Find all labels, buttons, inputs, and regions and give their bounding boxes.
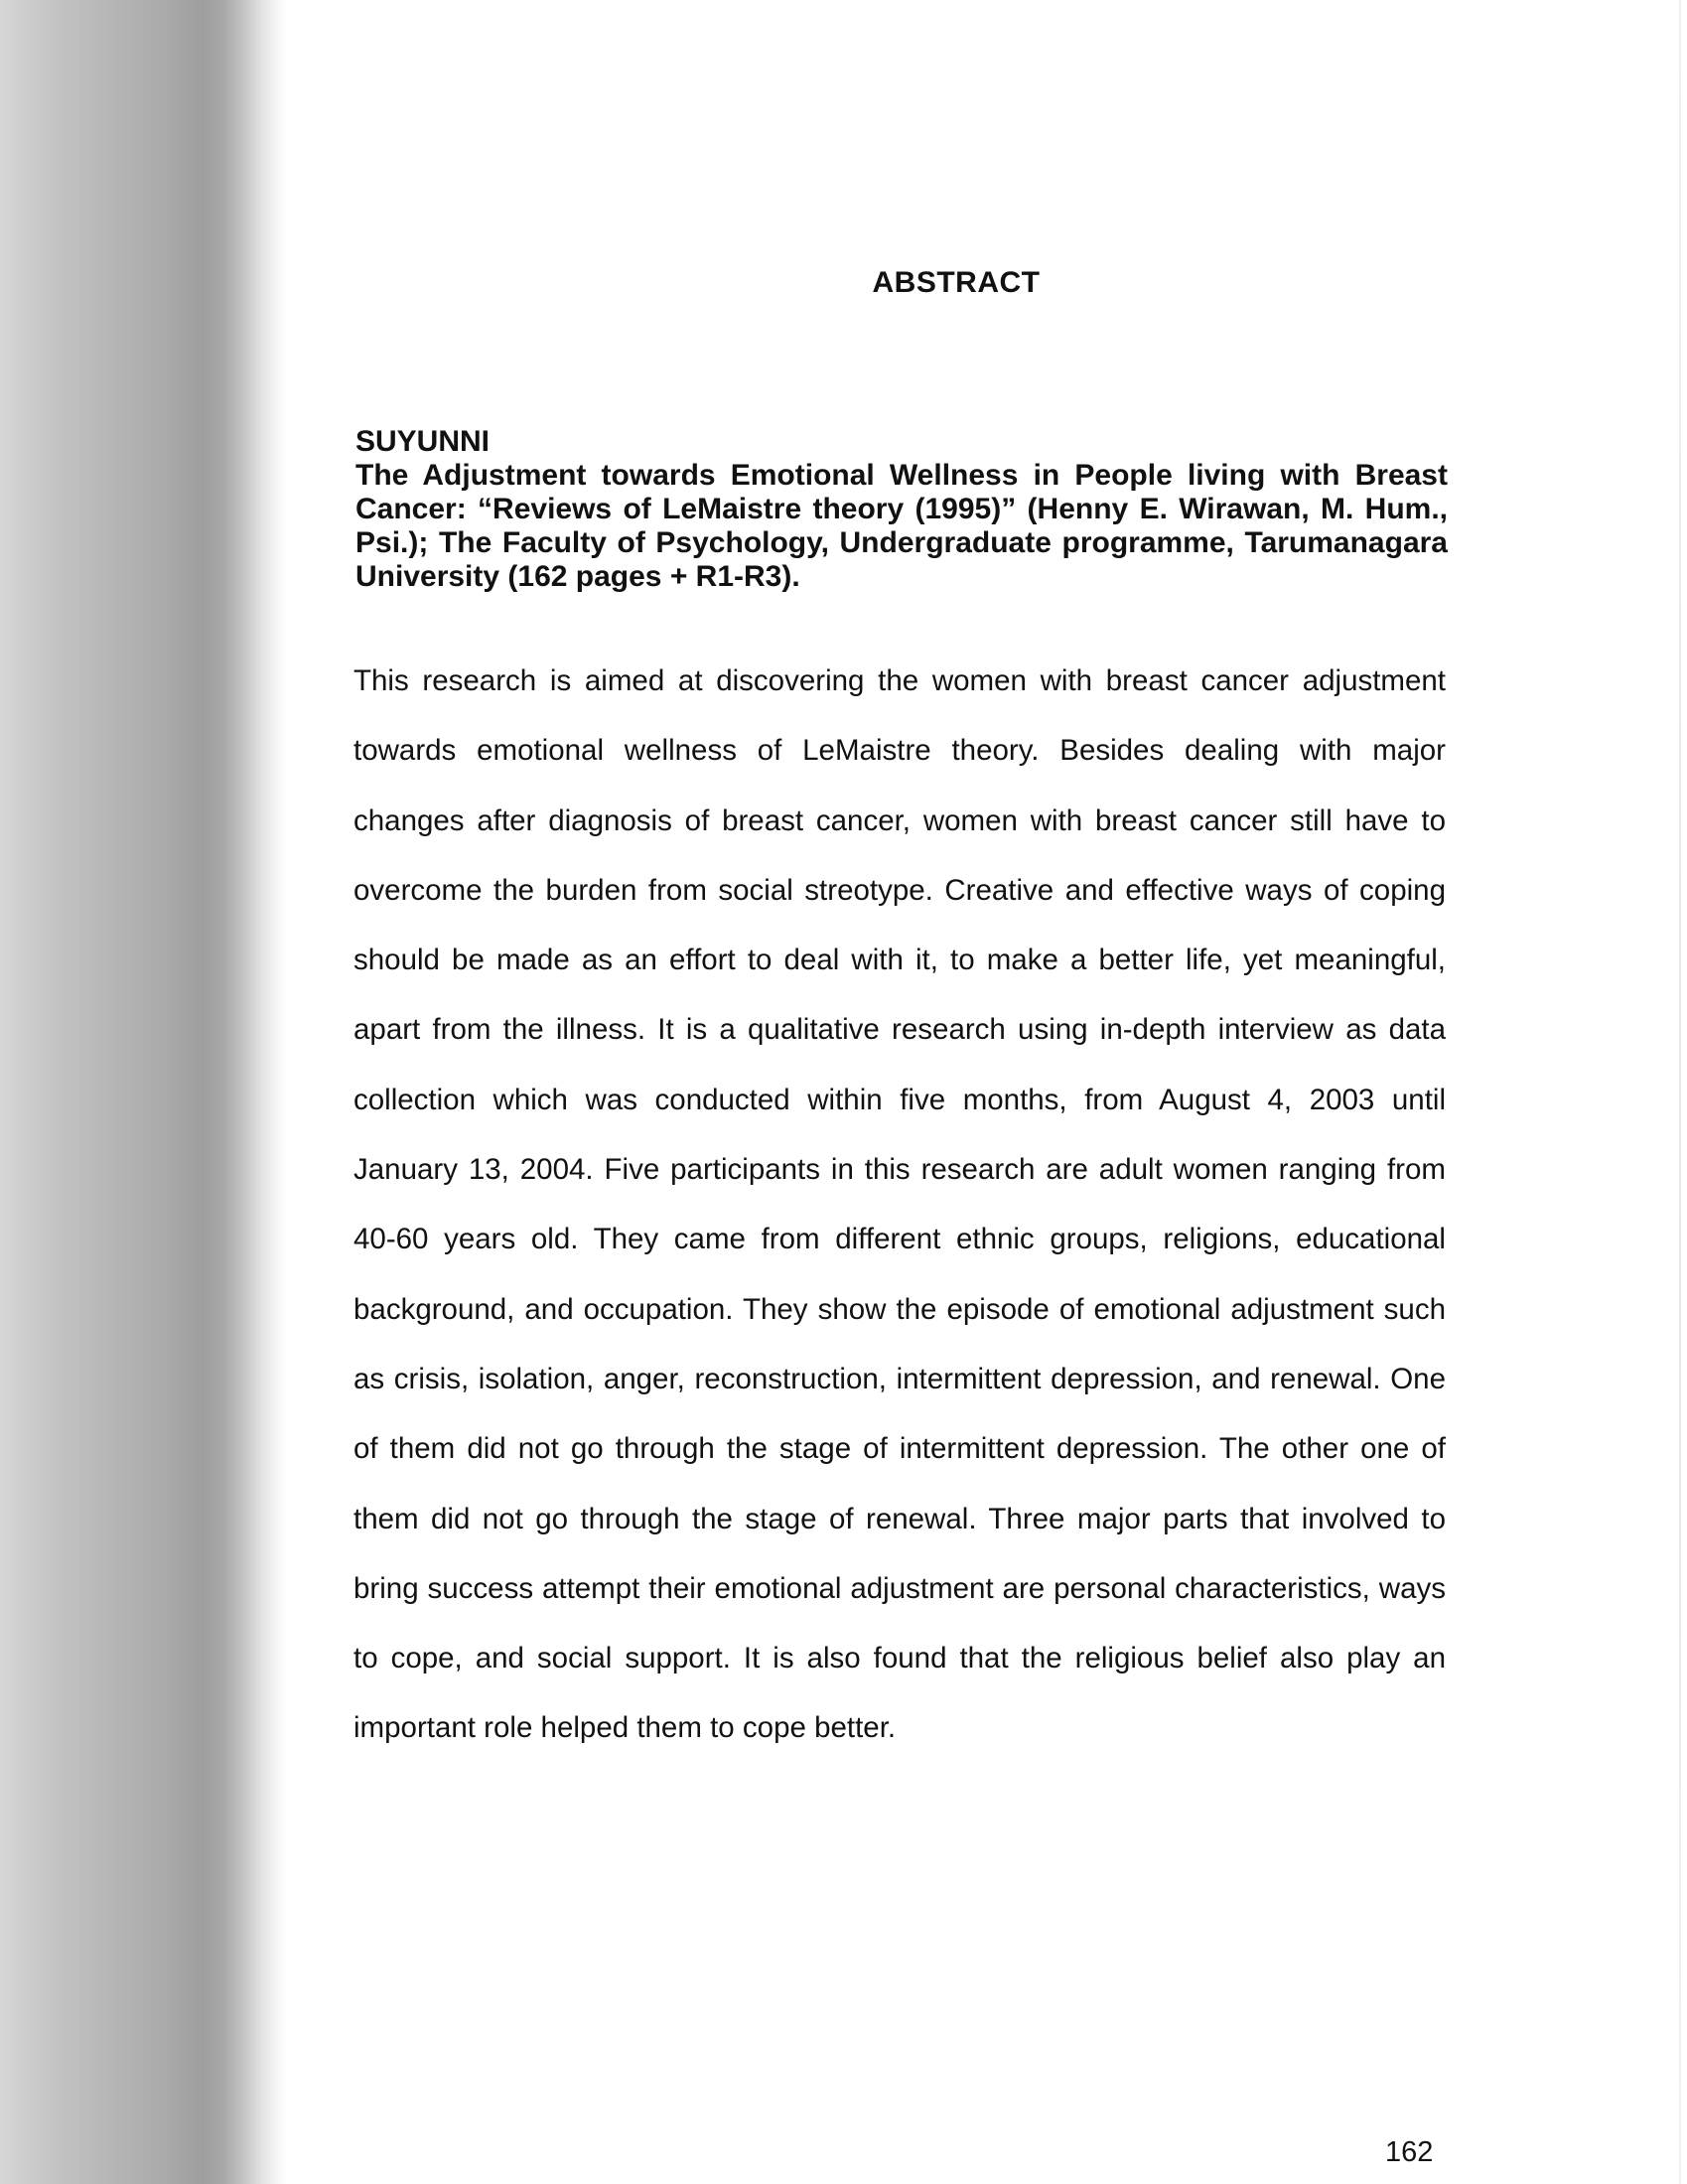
- abstract-title: ABSTRACT: [872, 266, 1041, 299]
- abstract-body-text: This research is aimed at discovering the women with breast cancer adjustment towards emotional wellness of LeMaistre theory. Besides dealing with major changes after diagnosis of breast cancer, women with breast cancer still have to overcome the burden from social streotype. Creative and effective ways of coping should be made as an effort to deal with it, to make a better life, yet meaningful, apart from the illness. It is a qualitative research using in-depth interview as data collection which was conducted within five months, from August 4, 2003 until January 13, 2004. Five participants in this research are adult women ranging from 40-60 years old. They came from different ethnic groups, religions, educational background, and occupation. They show the episode of emotional adjustment such as crisis, isolation, anger, reconstruction, intermittent depression, and renewal. One of them did not go through the stage of intermittent depression. The other one of them did not go through the stage of renewal. Three major parts that involved to bring success attempt their emotional adjustment are personal characteristics, ways to cope, and social support. It is also found that the religious belief also play an important role helped them to cope better.: [353, 664, 1446, 1745]
- thesis-heading: [355, 425, 1448, 594]
- scan-binding-shadow: [0, 0, 288, 2184]
- scan-page-edge: [1679, 0, 1681, 2184]
- author-name: SUYUNNI: [355, 425, 491, 458]
- page-number: 162: [1385, 2136, 1434, 2168]
- thesis-citation: The Adjustment towards Emotional Wellness in People living with Breast Cancer: “Reviews of LeMaistre theory (1995)” (Henny E. Wirawan, M. Hum., Psi.); The Faculty of Psychology, Undergraduate programme, Tarumanagara University (162 pages + R1-R3).: [355, 459, 1448, 593]
